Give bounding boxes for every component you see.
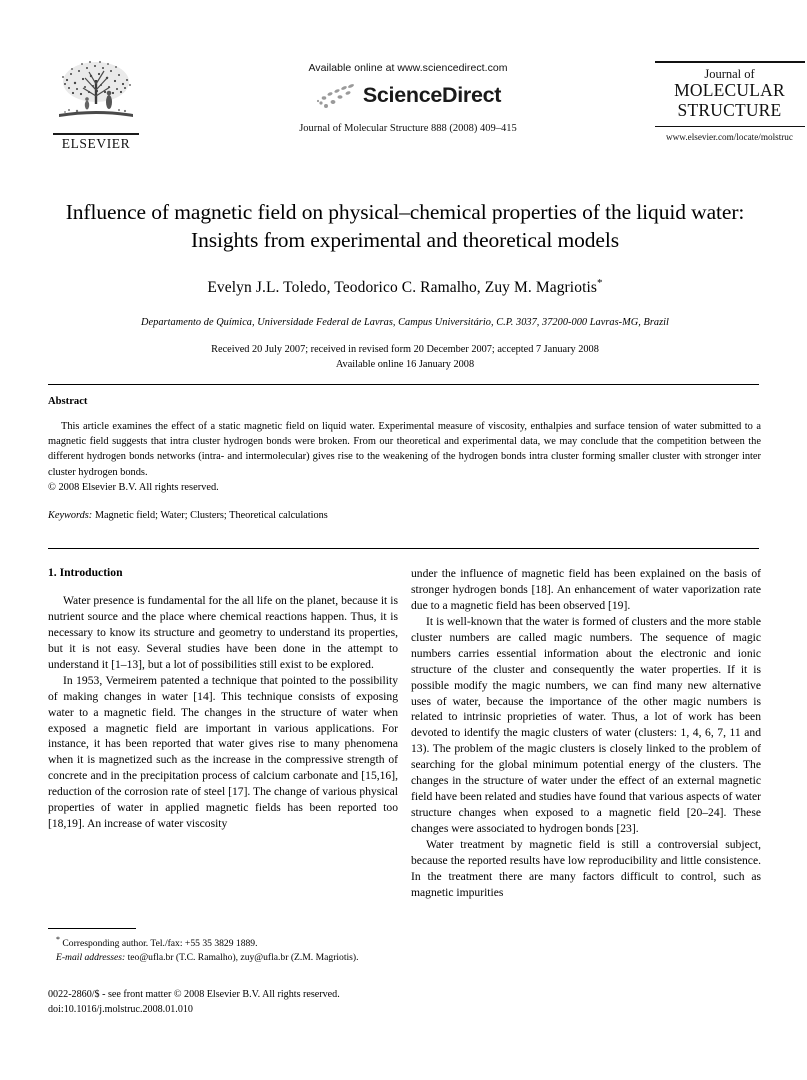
journal-url[interactable]: www.elsevier.com/locate/molstruc <box>666 132 793 143</box>
abstract-bottom-rule <box>48 548 759 549</box>
footnote-rule <box>48 928 136 929</box>
journal-of-label: Journal of <box>704 66 755 81</box>
available-online-date: Available online 16 January 2008 <box>335 358 475 370</box>
elsevier-wordmark: ELSEVIER <box>61 135 131 151</box>
keywords-label: Keywords: <box>48 509 93 521</box>
sciencedirect-logo <box>218 81 598 111</box>
issn-copyright-line: 0022-2860/$ - see front matter © 2008 Elsevier B.V. All rights reserved. <box>48 989 340 1000</box>
masthead <box>48 56 793 166</box>
abstract-body: This article examines the effect of a static magnetic field on liquid water. Experimental measure of viscosity, enthalpies and surface tension of water submitted to a magnetic field suggests that intra cluster hydrogen bonds were broken. From our theoretical and experimental data, we may conclude that the competition between the different hydrogen bonds networks (intra- and intermolecular) gives rise to the weakening of the hydrogen bonds intra cluster forming smaller cluster with stronger inter cluster hydrogen bonds. <box>48 421 761 478</box>
corresponding-author-note <box>48 934 398 951</box>
keywords <box>48 510 761 521</box>
abstract-heading: Abstract <box>48 396 88 407</box>
paragraph: Water treatment by magnetic field is still a controversial subject, because the reported results have low reproducibility and little consistence. In the treatment there are many factors difficult to control, such as magnetic impurities <box>411 837 761 899</box>
abstract-section <box>48 396 761 521</box>
journal-name-line-1: MOLECULAR <box>674 79 785 100</box>
elsevier-logo-rule <box>53 133 139 135</box>
author-list <box>60 277 750 297</box>
keywords-value: Magnetic field; Water; Clusters; Theoretical calculations <box>94 509 328 521</box>
sciencedirect-block <box>218 62 598 134</box>
doi-line[interactable]: doi:10.1016/j.molstruc.2008.01.010 <box>48 1003 193 1015</box>
article-history <box>60 343 750 373</box>
journal-masthead <box>648 56 807 142</box>
section-heading-introduction: 1. Introduction <box>48 566 123 579</box>
author-names: Evelyn J.L. Toledo, Teodorico C. Ramalho, Zuy M. Magriotis <box>207 278 598 296</box>
elsevier-logo <box>48 58 144 151</box>
publisher-footer <box>48 988 408 1017</box>
journal-rule-bottom <box>655 126 805 127</box>
corresponding-author-marker: * <box>597 276 603 289</box>
abstract-top-rule <box>48 384 759 385</box>
elsevier-tree-icon <box>53 58 139 132</box>
paragraph: In 1953, Vermeirem patented a technique that pointed to the possibility of making changes in water [14]. This technique consists of exposing water to a magnetic field. The changes in the structure of water when exposed a magnetic field are important in various applications. For instance, it has been reported that water gives rise to many phenomena when it is magnetized such as the increase in the compressive strength of concrete and in the precipitation process of calcium carbonate and [15,16], reduction of the corrosion rate of steel [17]. The change of various physical properties of water in applied magnetic fields has been reported too [18,19]. An increase of water viscosity <box>48 673 398 831</box>
abstract-copyright: © 2008 Elsevier B.V. All rights reserved. <box>48 481 219 493</box>
footnote-marker: * <box>56 935 60 944</box>
body-column-right <box>411 566 761 901</box>
paragraph: Water presence is fundamental for the all life on the planet, because it is nutrient source and the place where chemical reactions happen. Thus, it is necessary to know its structure and geometry to understand its properties, but it is not easy. Several studies have been done in the attempt to understand it [1–13], but a lot of possibilities still exist to be explored. <box>48 594 398 671</box>
body-column-left <box>48 566 398 832</box>
email-addresses[interactable]: teo@ufla.br (T.C. Ramalho), zuy@ufla.br (Z.M. Magriotis). <box>127 951 359 963</box>
sciencedirect-wordmark: ScienceDirect <box>362 83 502 108</box>
email-label: E-mail addresses: <box>56 951 126 963</box>
email-note <box>48 951 398 965</box>
available-online-text: Available online at www.sciencedirect.com <box>308 62 508 74</box>
title-block <box>60 198 750 373</box>
sciencedirect-dots-icon <box>315 82 361 110</box>
corresponding-author-text: Corresponding author. Tel./fax: +55 35 3829 1889. <box>62 938 258 950</box>
paragraph: under the influence of magnetic field has been explained on the basis of stronger hydrogen bonds [18]. An enhancement of water vaporization rate due to a magnetic field has been observed [19]. <box>411 567 761 612</box>
journal-name-line-2: STRUCTURE <box>677 99 782 120</box>
affiliation: Departamento de Química, Universidade Federal de Lavras, Campus Universitário, C.P. 3037, 37200-000 Lavras-MG, Brazil <box>141 316 669 328</box>
paragraph: It is well-known that the water is formed of clusters and the more stable cluster numbers are called magic numbers. The sequence of magic numbers carries essential information about the electronic and ionic structure of the cluster and consequently the water properties. If it is possible modify the magic numbers, we can find many new alternative uses of water, because the importance of the other magic numbers is related to intrinsic proprieties of water. Thus, a lot of work has been devoted to identify the magic clusters of water (clusters: 1, 4, 6, 7, 11 and 13). The problem of the magic clusters is closely linked to the problem of searching for the global minimum potential energy of the clusters. The changes in the structure of water under the effect of an external magnetic field have been related and studies have found that various aspects of water structure changes when exposed to a magnetic field [20–24]. These changes were associated to hydrogen bonds [23]. <box>411 614 761 835</box>
footnote-block <box>48 928 398 965</box>
page-title: Influence of magnetic field on physical–chemical properties of the liquid water: Insights from experimental and theoretical models <box>65 200 745 253</box>
journal-rule-top <box>655 61 805 63</box>
journal-citation: Journal of Molecular Structure 888 (2008) 409–415 <box>299 123 517 134</box>
received-dates: Received 20 July 2007; received in revised form 20 December 2007; accepted 7 January 2008 <box>211 343 599 355</box>
